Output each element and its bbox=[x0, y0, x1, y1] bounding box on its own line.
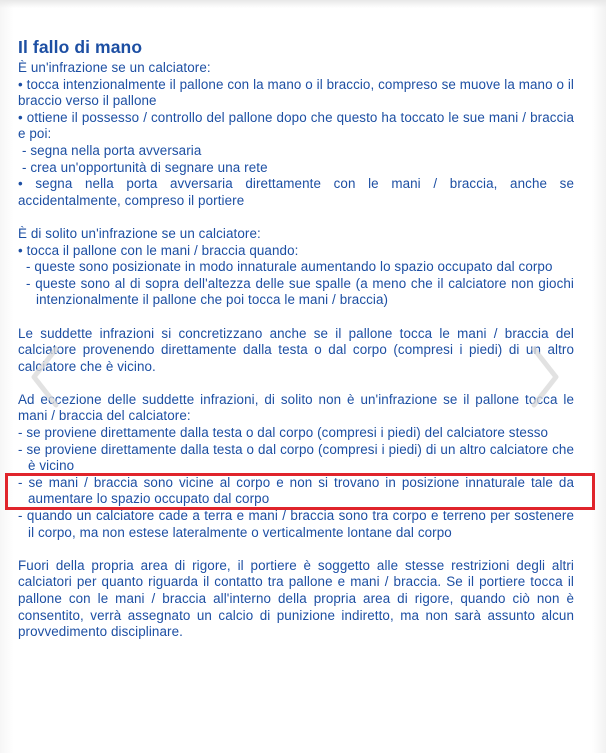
section1-subitem: - segna nella porta avversaria bbox=[22, 142, 202, 158]
page-shadow bbox=[0, 0, 606, 8]
section2-subitem: - queste sono posizionate in modo innaturale aumentando lo spazio occupato dal corpo bbox=[26, 259, 553, 275]
section4-item: - se proviene direttamente dalla testa o dal corpo (compresi i piedi) di un altro calciatore che è vicino bbox=[18, 441, 574, 474]
section1-item: • ottiene il possesso / controllo del pallone dopo che questo ha toccato le sue mani / braccia e poi: bbox=[18, 109, 574, 142]
section1-subitem: - crea un'opportunità di segnare una rete bbox=[22, 159, 268, 175]
document-content bbox=[18, 36, 574, 641]
section2-subitem: - queste sono al di sopra dell'altezza delle sue spalle (a meno che il calciatore non giochi intenzionalmente il pallone che poi tocca le mani / braccia) bbox=[26, 275, 574, 308]
section4-item: - se mani / braccia sono vicine al corpo e non si trovano in posizione innaturale tale da aumentare lo spazio occupato dal corpo bbox=[18, 474, 574, 507]
section1-item: • tocca intenzionalmente il pallone con la mano o il braccio, compreso se muove la mano o il braccio verso il pallone bbox=[18, 76, 574, 109]
section2-item: • tocca il pallone con le mani / braccia quando: bbox=[18, 242, 299, 258]
section4-item: - quando un calciatore cade a terra e mani / braccia sono tra corpo e terreno per sostenere il corpo, ma non estese lateralmente o verticalmente lontane dal corpo bbox=[18, 508, 574, 540]
section3-paragraph: Le suddette infrazioni si concretizzano anche se il pallone tocca le mani / braccia del calciatore provenendo direttamente dalla testa o dal corpo (compresi i piedi) di un altro calciatore che è vicino. bbox=[18, 325, 574, 374]
chevron-right-icon[interactable] bbox=[528, 345, 562, 409]
section4-intro: Ad eccezione delle suddette infrazioni, di solito non è un'infrazione se il pallone tocca le mani / braccia del calciatore: bbox=[18, 391, 574, 424]
section1-item: • segna nella porta avversaria direttamente con le mani / braccia, anche se accidentalmente, compreso il portiere bbox=[18, 176, 574, 208]
section5-paragraph: Fuori della propria area di rigore, il portiere è soggetto alle stesse restrizioni degli altri calciatori per quanto riguarda il contatto tra pallone e mani / braccia. Se il portiere tocca il pallone con le mani / braccia all'interno della propria area di rigore, quando ciò non è consentito, verrà assegnato un calcio di punizione indiretto, ma non sarà assunto alcun provvedimento disciplinare. bbox=[18, 557, 574, 640]
chevron-left-icon[interactable] bbox=[28, 345, 62, 409]
section2-intro: È di solito un'infrazione se un calciatore: bbox=[18, 225, 261, 241]
page-title: Il fallo di mano bbox=[18, 37, 143, 57]
section4-item: - se proviene direttamente dalla testa o dal corpo (compresi i piedi) del calciatore stesso bbox=[18, 425, 549, 441]
section1-intro: È un'infrazione se un calciatore: bbox=[18, 60, 211, 75]
